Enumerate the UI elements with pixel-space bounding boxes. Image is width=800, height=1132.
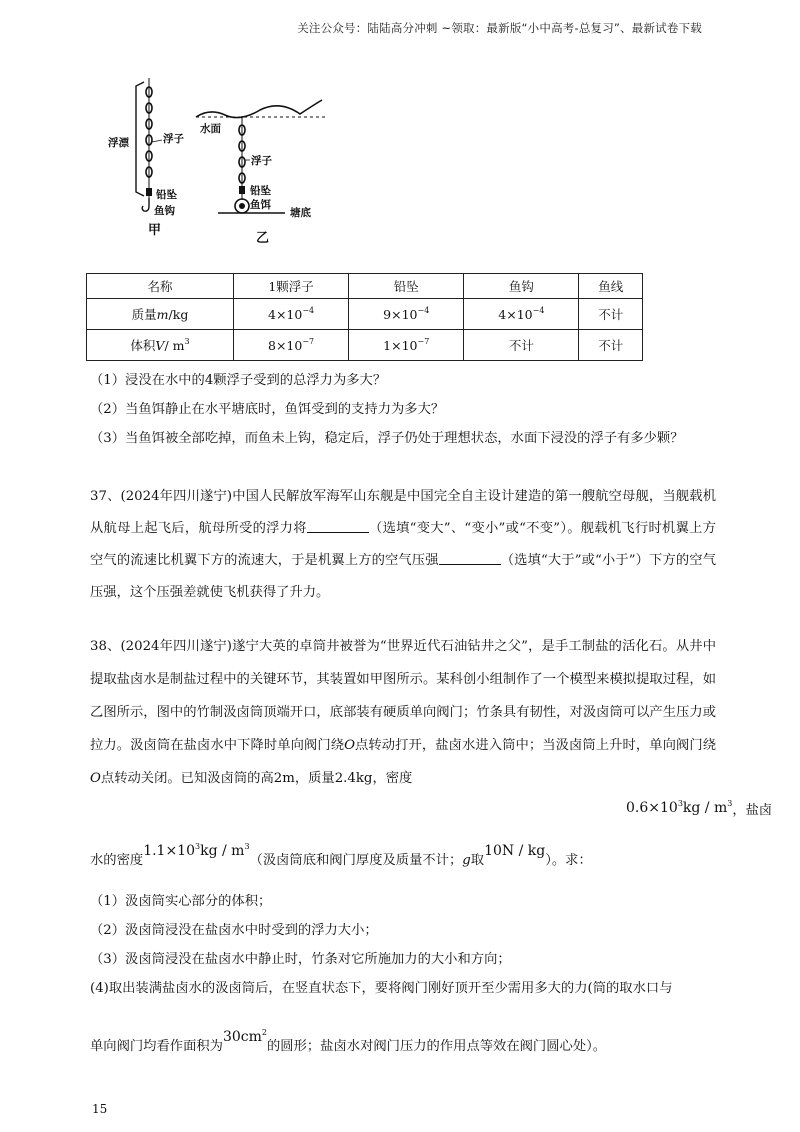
density-steel: $0.6\times 10^3kg / m^3$，盐卤 bbox=[626, 799, 773, 818]
table-cell: $9\times 10^{-4}$ bbox=[349, 299, 464, 330]
caption-right: 乙 bbox=[256, 231, 270, 246]
table-header: 铅坠 bbox=[349, 274, 464, 299]
q38-subquestion-2: （2）汲卤筒浸没在盐卤水中时受到的浮力大小； bbox=[90, 923, 378, 938]
q38-subquestion-1: （1）汲卤筒实心部分的体积； bbox=[90, 894, 272, 909]
label-hook: 鱼钩 bbox=[154, 205, 175, 217]
q36-subquestion-2: （2）当鱼饵静止在水平塘底时，鱼饵受到的支持力为多大？ bbox=[90, 402, 445, 417]
table-row bbox=[87, 299, 643, 330]
label-left-bobber: 浮子 bbox=[163, 133, 184, 145]
q38-subquestion-4: (4)取出装满盐卤水的汲卤筒后，在竖直状态下，要将阀门刚好顶开至少需用多大的力(筒的取水口与 bbox=[90, 981, 673, 996]
g-value-formula: 10N / kg bbox=[484, 843, 546, 859]
answer-blank[interactable] bbox=[307, 520, 369, 533]
fishing-figure bbox=[100, 70, 340, 255]
question-37: 37、(2024年四川遂宁)中国人民解放军海军山东舰是中国完全自主设计建造的第一艘航空母舰，当舰载机从航母上起飞后，航母所受的浮力将 （选填“变大”、“变小”或“不变”）。舰载机飞行时机翼上方空气的流速比机翼下方的流速大，于是机翼上方的空气压强 （选填“大于”或“小于”）下方的空气压强，这个压强差就使飞机获得了升力。 bbox=[90, 489, 717, 600]
answer-blank[interactable] bbox=[439, 552, 501, 565]
caption-left: 甲 bbox=[148, 223, 162, 238]
q38-subquestion-4-cont: 单向阀门均看作面积为$30cm^2$的圆形；盐卤水对阀门压力的作用点等效在阀门圆心处）。 bbox=[90, 1028, 607, 1054]
q36-subquestion-3: （3）当鱼饵被全部吃掉，而鱼未上钩，稳定后，浮子仍处于理想状态，水面下浸没的浮子有多少颗？ bbox=[90, 431, 684, 446]
label-bait: 鱼饵 bbox=[250, 199, 271, 211]
page-header: 关注公众号：陆陆高分冲刺 ~领取：最新版“小中高考-总复习”、最新试卷下载 bbox=[297, 21, 702, 35]
row-label-mass: 质量m/kg bbox=[87, 299, 234, 330]
page-number: 15 bbox=[92, 1102, 108, 1116]
table-cell: $8\times 10^{-7}$ bbox=[234, 330, 349, 361]
row-label-volume: 体积V/ $m^3$ bbox=[87, 330, 234, 361]
label-right-bobber: 浮子 bbox=[251, 155, 272, 167]
brine-density-formula: $1.1\times 10^3kg / m^3$ bbox=[143, 842, 250, 859]
label-pond-bottom: 塘底 bbox=[290, 207, 311, 219]
question-38-line-density: 水的密度$1.1\times 10^3kg / m^3$（汲卤筒底和阀门厚度及质量不计；g取10N / kg）。求： bbox=[90, 842, 592, 868]
table-cell: 不计 bbox=[579, 299, 643, 330]
table-header: 鱼线 bbox=[579, 274, 643, 299]
parameter-table bbox=[86, 273, 643, 361]
area-formula: $30cm^2$ bbox=[222, 1028, 267, 1045]
table-row bbox=[87, 330, 643, 361]
table-cell: $1\times 10^{-7}$ bbox=[349, 330, 464, 361]
q36-subquestion-1: （1）浸没在水中的4颗浮子受到的总浮力为多大？ bbox=[90, 373, 387, 388]
table-header: 1颗浮子 bbox=[234, 274, 349, 299]
label-right-sinker: 铅坠 bbox=[250, 185, 271, 197]
table-cell: 不计 bbox=[464, 330, 579, 361]
table-cell: 不计 bbox=[579, 330, 643, 361]
table-cell: $4\times 10^{-4}$ bbox=[464, 299, 579, 330]
table-header: 名称 bbox=[87, 274, 234, 299]
label-float: 浮漂 bbox=[108, 137, 129, 149]
label-water-surface: 水面 bbox=[200, 123, 221, 135]
table-header: 鱼钩 bbox=[464, 274, 579, 299]
density-formula: $0.6\times 10^3kg / m^3$ bbox=[626, 799, 733, 816]
label-left-sinker: 铅坠 bbox=[156, 189, 177, 201]
table-header-row bbox=[87, 274, 643, 299]
fishing-diagram bbox=[100, 70, 340, 255]
question-38-intro: 38、(2024年四川遂宁)遂宁大英的卓筒井被誉为“世界近代石油钻井之父”，是手工制盐的活化石。从井中提取盐卤水是制盐过程中的关键环节，其装置如甲图所示。某科创小组制作了一个模型来模拟提取过程，如乙图所示，图中的竹制汲卤筒顶端开口，底部装有硬质单向阀门；竹条具有韧性，对汲卤筒可以产生压力或拉力。汲卤筒在盐卤水中下降时单向阀门绕O点转动打开，盐卤水进入筒中；当汲卤筒上升时，单向阀门绕O点转动关闭。已知汲卤筒的高2m，质量2.4kg，密度 bbox=[90, 639, 717, 786]
table-cell: $4\times 10^{-4}$ bbox=[234, 299, 349, 330]
q38-subquestion-3: （3）汲卤筒浸没在盐卤水中静止时，竹条对它所施加力的大小和方向； bbox=[90, 952, 511, 967]
